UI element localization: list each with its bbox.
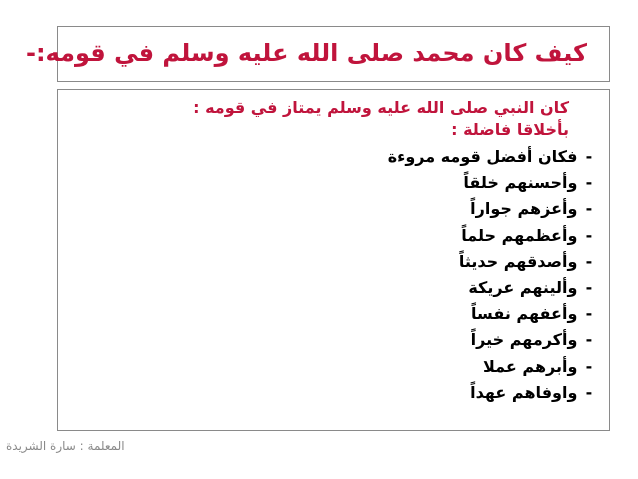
teacher-credit: المعلمة : سارة الشريدة bbox=[6, 439, 125, 453]
trait-text: وأعفهم نفساً bbox=[471, 304, 578, 324]
bullet-dash: - bbox=[585, 173, 593, 193]
slide-title: كيف كان محمد صلى الله عليه وسلم في قومه:- bbox=[25, 39, 587, 67]
bullet-dash: - bbox=[585, 251, 593, 271]
bullet-dash: - bbox=[585, 356, 593, 376]
list-item bbox=[388, 144, 595, 170]
trait-text: واوفاهم عهداً bbox=[470, 382, 578, 402]
trait-text: وألينهم عريكة bbox=[468, 277, 578, 297]
list-item bbox=[388, 380, 595, 406]
content-box bbox=[57, 89, 610, 431]
bullet-dash: - bbox=[585, 330, 593, 350]
list-item bbox=[388, 275, 595, 301]
title-box bbox=[25, 26, 610, 82]
list-item bbox=[388, 301, 595, 327]
trait-text: فكان أفضل قومه مروءة bbox=[387, 147, 578, 166]
trait-text: وأصدقهم حديثاً bbox=[458, 251, 578, 271]
intro-line-2: بأخلاقا فاضلة : bbox=[451, 120, 569, 139]
traits-list bbox=[388, 144, 595, 406]
trait-text: وأحسنهم خلقاً bbox=[463, 173, 578, 193]
list-item bbox=[388, 249, 595, 275]
bullet-dash: - bbox=[585, 225, 593, 245]
trait-text: وأكرمهم خيراً bbox=[470, 330, 578, 350]
trait-text: وأعظمهم حلماً bbox=[461, 225, 578, 245]
intro-line-1: كان النبي صلى الله عليه وسلم يمتاز في قومه : bbox=[193, 98, 569, 117]
bullet-dash: - bbox=[585, 199, 593, 219]
list-item bbox=[388, 354, 595, 380]
bullet-dash: - bbox=[585, 382, 593, 402]
list-item bbox=[388, 170, 595, 196]
intro-text bbox=[193, 97, 569, 141]
list-item bbox=[388, 223, 595, 249]
trait-text: وأعزهم جواراً bbox=[470, 199, 578, 219]
list-item bbox=[388, 327, 595, 353]
bullet-dash: - bbox=[585, 147, 593, 166]
trait-text: وأبرهم عملا bbox=[483, 356, 578, 376]
list-item bbox=[388, 196, 595, 222]
bullet-dash: - bbox=[585, 277, 593, 297]
bullet-dash: - bbox=[585, 304, 593, 324]
